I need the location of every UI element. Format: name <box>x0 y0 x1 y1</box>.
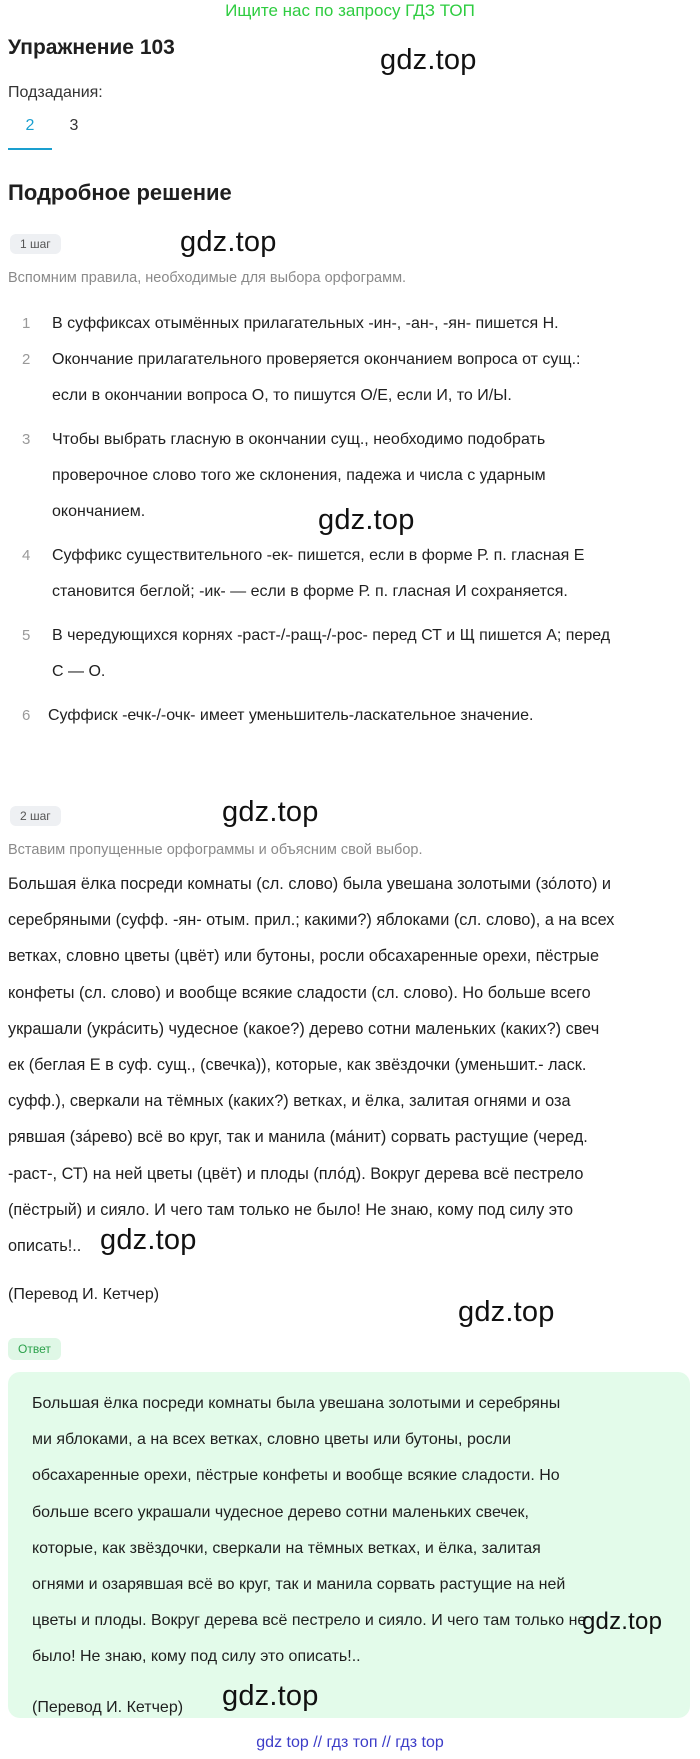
rule-text <box>52 306 559 342</box>
answer-line: которые, как звёздочки, сверкали на тёмных ветках, и ёлка, залитая <box>32 1539 541 1557</box>
answer-credit: (Перевод И. Кетчер) <box>32 1699 184 1716</box>
rule-number: 4 <box>22 547 31 564</box>
rule-line: С — О. <box>52 663 106 680</box>
footer-links[interactable]: gdz top // гдз топ // гдз top <box>256 1734 444 1751</box>
watermark: gdz.top <box>318 504 415 536</box>
solution-line: ек (беглая Е в суф. сущ., (свечка)), которые, как звёздочки (уменьшит.- ласк. <box>8 1056 587 1075</box>
rule-line: если в окончании вопроса О, то пишутся О/Е, если И, то И/Ы. <box>52 387 512 404</box>
rule-item <box>22 698 694 734</box>
solution-line: рявшая (за́рево) всё во круг, так и манила (ма́нит) сорвать растущие (черед. <box>8 1128 588 1147</box>
rule-number: 1 <box>22 315 31 332</box>
rule-text <box>52 538 584 610</box>
page-title: Упражнение 103 <box>8 36 175 59</box>
rule-line: Чтобы выбрать гласную в окончании сущ., необходимо подобрать <box>52 431 546 448</box>
answer-box <box>8 1372 690 1718</box>
step1-badge: 1 шаг <box>10 234 61 254</box>
rule-text <box>52 618 610 690</box>
answer-line: больше всего украшали чудесное дерево сотни маленьких свечек, <box>32 1503 529 1521</box>
rule-item <box>22 618 694 690</box>
rule-text <box>52 342 580 414</box>
rule-number: 6 <box>22 707 31 724</box>
rule-text <box>48 698 534 734</box>
rule-line: Суффиск -ечк-/-очк- имеет уменьшитель-ласкательное значение. <box>48 707 534 724</box>
solution-line: серебряными (суфф. -ян- отым. прил.; какими?) яблоками (сл. слово), а на всех <box>8 911 615 930</box>
answer-line: цветы и плоды. Вокруг дерева всё пестрело и сияло. И чего там только не <box>32 1612 587 1630</box>
answer-line: было! Не знаю, кому под силу это описать!.. <box>32 1648 361 1666</box>
solution-credit: (Перевод И. Кетчер) <box>8 1286 160 1303</box>
solution-line: суфф.), сверкали на тёмных (каких?) ветках, и ёлка, залитая огнями и оза <box>8 1092 571 1111</box>
section-title: Подробное решение <box>8 180 232 205</box>
watermark: gdz.top <box>180 226 277 258</box>
rule-line: В суффиксах отымённых прилагательных -ин-, -ан-, -ян- пишется Н. <box>52 315 559 332</box>
answer-line: Большая ёлка посреди комнаты была увешана золотыми и серебряны <box>32 1395 561 1412</box>
rule-line: Суффикс существительного -ек- пишется, если в форме Р. п. гласная Е <box>52 547 585 564</box>
rule-item <box>22 342 694 414</box>
watermark: gdz.top <box>380 44 477 76</box>
solution-text <box>8 866 696 1264</box>
solution-line: Большая ёлка посреди комнаты (сл. слово) была увешана золотыми (зо́лото) и <box>8 875 611 893</box>
rule-item <box>22 306 694 342</box>
rule-number: 3 <box>22 431 31 448</box>
watermark: gdz.top <box>222 796 319 828</box>
rule-line: проверочное слово того же склонения, падежа и числа с ударным <box>52 467 546 484</box>
rule-text <box>52 422 546 530</box>
tab-subtask-2[interactable]: 2 <box>8 116 52 150</box>
solution-line: ветках, словно цветы (цвёт) или бутоны, росли обсахаренные орехи, пёстрые <box>8 947 600 966</box>
step2-intro: Вставим пропущенные орфограммы и объясним свой выбор. <box>8 842 423 858</box>
rule-line: Окончание прилагательного проверяется окончанием вопроса от сущ.: <box>52 351 581 368</box>
rule-line: В чередующихся корнях -раст-/-ращ-/-рос- перед СТ и Щ пишется А; перед <box>52 627 611 644</box>
step2-badge: 2 шаг <box>10 806 61 826</box>
watermark: gdz.top <box>222 1680 319 1712</box>
answer-line: обсахаренные орехи, пёстрые конфеты и вообще всякие сладости. Но <box>32 1467 560 1485</box>
solution-line: -раст-, СТ) на ней цветы (цвёт) и плоды (пло́д). Вокруг дерева всё пестрело <box>8 1164 584 1183</box>
subtasks-label: Подзадания: <box>8 84 103 101</box>
solution-line: украшали (укра́сить) чудесное (какое?) дерево сотни маленьких (каких?) свеч <box>8 1019 600 1038</box>
watermark: gdz.top <box>458 1296 555 1328</box>
subtask-tabs <box>8 116 96 150</box>
answer-line: ми яблоками, а на всех ветках, словно цветы или бутоны, росли <box>32 1431 512 1449</box>
watermark: gdz.top <box>582 1608 663 1635</box>
answer-badge: Ответ <box>8 1338 61 1360</box>
answer-line: огнями и озарявшая всё во круг, так и манила сорвать растущие на ней <box>32 1576 566 1594</box>
solution-line: описать!.. <box>8 1237 82 1256</box>
tab-subtask-3[interactable]: 3 <box>69 117 79 134</box>
watermark: gdz.top <box>100 1224 197 1256</box>
rule-item <box>22 538 694 610</box>
rule-line: становится беглой; -ик- — если в форме Р. п. гласная И сохраняется. <box>52 583 568 600</box>
solution-line: конфеты (сл. слово) и вообще всякие сладости (сл. слово). Но больше всего <box>8 983 591 1002</box>
step1-intro: Вспомним правила, необходимые для выбора орфограмм. <box>8 270 407 286</box>
rule-line: окончанием. <box>52 503 146 520</box>
search-banner: Ищите нас по запросу ГДЗ ТОП <box>225 1 475 20</box>
rule-number: 2 <box>22 351 31 368</box>
solution-line: (пёстрый) и сияло. И чего там только не было! Не знаю, кому под силу это <box>8 1200 574 1219</box>
rule-number: 5 <box>22 627 31 644</box>
